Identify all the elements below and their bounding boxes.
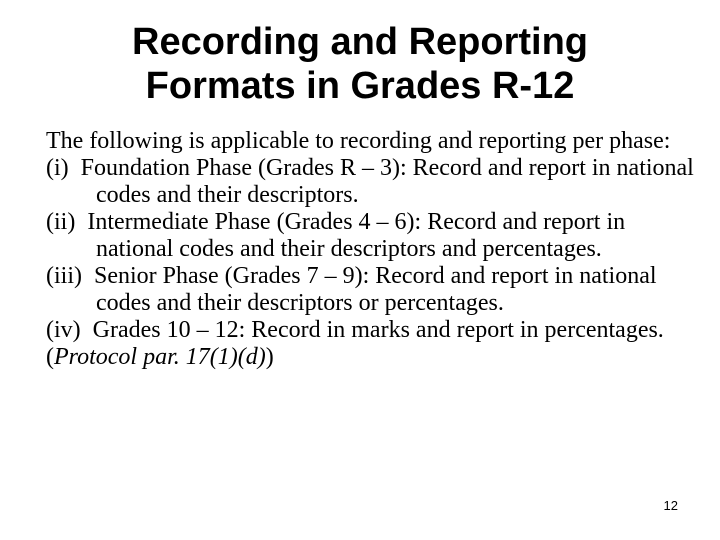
slide-title	[0, 20, 720, 108]
list-marker: (iv)	[46, 317, 87, 343]
list-marker: (i)	[46, 155, 75, 181]
list-marker: (ii)	[46, 209, 82, 235]
title-line-2: Formats in Grades R-12	[145, 65, 575, 107]
page-number: 12	[663, 498, 678, 513]
list-item-text: Grades 10 – 12: Record in marks and report in percentages.	[92, 317, 664, 343]
list-item-senior	[46, 263, 696, 317]
title-line-1: Recording and Reporting	[132, 21, 588, 63]
list-item-fet	[46, 317, 696, 344]
list-item-intermediate	[46, 209, 696, 263]
slide-body	[46, 128, 696, 371]
protocol-close-paren: )	[265, 344, 274, 370]
list-marker: (iii)	[46, 263, 88, 289]
list-item-text: Senior Phase (Grades 7 – 9): Record and report in national codes and their descriptors or percentages.	[94, 263, 657, 316]
list-item-foundation	[46, 155, 696, 209]
protocol-reference	[46, 344, 696, 371]
list-item-text: Intermediate Phase (Grades 4 – 6): Record and report in national codes and their descriptors and percentages.	[87, 209, 626, 262]
protocol-open-paren: (	[46, 344, 54, 370]
list-item-text: Foundation Phase (Grades R – 3): Record and report in national codes and their descriptors.	[80, 155, 694, 208]
intro-paragraph: The following is applicable to recording and reporting per phase:	[46, 128, 671, 154]
protocol-text: Protocol par. 17(1)(d)	[54, 344, 266, 370]
